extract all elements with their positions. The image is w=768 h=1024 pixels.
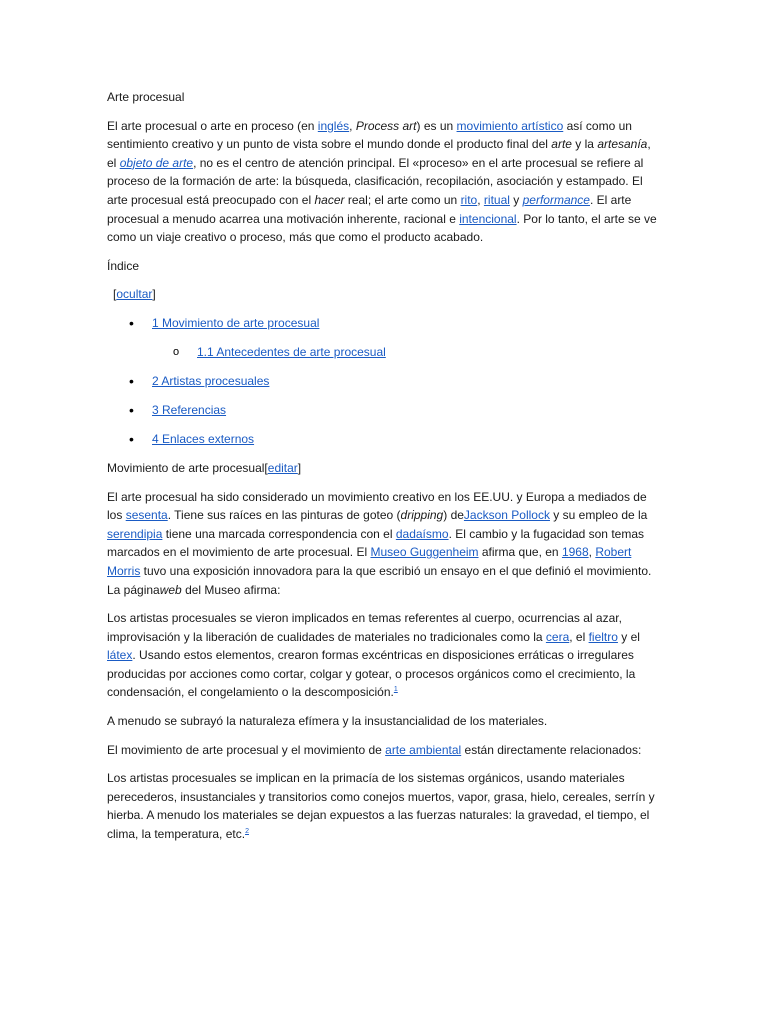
reference-link-1[interactable]: 1: [393, 686, 398, 694]
emphasis-arte: arte: [551, 137, 572, 152]
paragraph-efimera: A menudo se subrayó la naturaleza efímera y la insustancialidad de los materiales.: [107, 714, 548, 729]
link-robert-morris[interactable]: Robert Morris: [107, 545, 632, 578]
toc-link-artistas[interactable]: 2 Artistas procesuales: [152, 373, 270, 388]
section-heading: [107, 459, 663, 478]
quote-paragraph-2: [107, 769, 663, 843]
hide-toc-link[interactable]: ocultar: [116, 287, 153, 302]
text: . Tiene sus raíces en las pinturas de goteo (: [167, 508, 401, 523]
article-body: [107, 88, 663, 854]
edit-section-link[interactable]: editar: [267, 460, 298, 475]
text: tiene una marcada correspondencia con el: [162, 526, 396, 541]
link-fieltro[interactable]: fieltro: [588, 629, 618, 644]
text: El arte procesual ha sido considerado un movimiento creativo en los EE.UU. y Europa a mediados de los: [107, 489, 647, 523]
page-title: Arte procesual: [107, 90, 185, 104]
bracket: ]: [152, 287, 156, 302]
bracket: ]: [297, 460, 302, 475]
toc-link-enlaces[interactable]: 4 Enlaces externos: [152, 431, 255, 446]
text: y el: [617, 629, 640, 644]
link-latex[interactable]: látex: [107, 648, 133, 663]
toc-item: [107, 430, 663, 459]
toc-item: [107, 314, 663, 343]
text: , no es el centro de atención principal. El «proceso» en el arte procesual se refiere al proceso de la formación de arte: la búsqueda, clasificación, recopilación, asociación y estampado. El arte procesual está preocupado con el: [107, 155, 644, 207]
link-cera[interactable]: cera: [545, 629, 570, 644]
text: ,: [349, 118, 356, 133]
text: ,: [588, 545, 596, 560]
text: . El arte procesual a menudo acarrea una motivación inherente, racional e: [107, 192, 632, 226]
quote-paragraph: [107, 609, 663, 702]
bracket: [: [113, 287, 117, 302]
text: están directamente relacionados:: [461, 742, 642, 757]
text: ) de: [443, 508, 464, 523]
link-jackson-pollock[interactable]: Jackson Pollock: [463, 508, 550, 523]
text: real; el arte como un: [344, 192, 461, 207]
text: así como un sentimiento creativo y un punto de vista sobre el mundo donde el producto final del: [107, 118, 632, 152]
link-intencional[interactable]: intencional: [459, 211, 517, 226]
link-performance[interactable]: performance: [522, 192, 590, 207]
link-rito[interactable]: rito: [460, 192, 478, 207]
toc-item: [107, 372, 663, 401]
text: del Museo afirma:: [181, 582, 281, 597]
paragraph-movimiento: [107, 488, 663, 600]
text: ,: [477, 192, 484, 207]
intro-paragraph: [107, 117, 663, 247]
paragraph-arte-ambiental: [107, 741, 663, 760]
bracket: [: [264, 460, 268, 475]
link-ingles[interactable]: inglés: [317, 118, 350, 133]
link-arte-ambiental[interactable]: arte ambiental: [385, 742, 462, 757]
toc-link-movimiento[interactable]: 1 Movimiento de arte procesual: [152, 315, 320, 330]
emphasis-artesania: artesanía: [597, 137, 648, 152]
text: El movimiento de arte procesual y el movimiento de: [107, 742, 386, 757]
index-title: Índice: [107, 258, 140, 273]
link-1968[interactable]: 1968: [561, 545, 589, 560]
emphasis-hacer: hacer: [314, 192, 345, 207]
link-museo-guggenheim[interactable]: Museo Guggenheim: [370, 545, 479, 560]
text: y su empleo de la: [549, 508, 648, 523]
text: . Usando estos elementos, crearon formas excéntricas en disposiciones erráticas o irregulares producidas por acciones como cortar, colgar y gotear, o procesos orgánicos como el crecimiento, la condensación, el congelamiento o la descomposición.: [107, 648, 636, 700]
reference-link-2[interactable]: 2: [245, 828, 249, 836]
text: afirma que, en: [478, 545, 562, 560]
toc-toggle: [113, 285, 663, 304]
emphasis-web: web: [159, 582, 182, 597]
toc-link-antecedentes[interactable]: 1.1 Antecedentes de arte procesual: [197, 344, 386, 359]
emphasis-dripping: dripping: [400, 508, 444, 523]
link-serendipia[interactable]: serendipia: [107, 526, 163, 541]
text: El arte procesual o arte en proceso (en: [107, 118, 318, 133]
toc-item: [107, 401, 663, 430]
link-sesenta[interactable]: sesenta: [125, 508, 168, 523]
link-objeto-de-arte[interactable]: objeto de arte: [119, 155, 194, 170]
toc-link-referencias[interactable]: 3 Referencias: [152, 402, 227, 417]
text: y la: [571, 137, 598, 152]
link-ritual[interactable]: ritual: [483, 192, 510, 207]
text: , el: [569, 629, 589, 644]
text: Los artistas procesuales se implican en la primacía de los sistemas orgánicos, usando materiales perecederos, insustanciales y transitorios como conejos muertos, vapor, grasa, hielo, cereales, serrín y hierba. A menudo los materiales se dejan expuestos a las fuerzas naturales: la gravedad, el tiempo, el clima, la temperatura, etc.: [107, 771, 655, 842]
text: y: [509, 192, 523, 207]
text: Los artistas procesuales se vieron implicados en temas referentes al cuerpo, ocurrencias al azar, improvisación y la liberación de cualidades de materiales no tradicionales como la: [107, 611, 622, 644]
text: . El cambio y la fugacidad son temas marcados en el movimiento de arte procesual. El: [107, 526, 644, 560]
toc-subitem: [107, 343, 663, 372]
section-heading-text: Movimiento de arte procesual: [107, 460, 265, 475]
text: , el: [107, 137, 651, 170]
link-dadaismo[interactable]: dadaísmo: [395, 526, 449, 541]
link-movimiento-artistico[interactable]: movimiento artístico: [456, 118, 564, 133]
text: tuvo una exposición innovadora para la que escribió un ensayo en el que definió el movimiento. La página: [107, 563, 652, 597]
text: . Por lo tanto, el arte se ve como un viaje creativo o proceso, más que como el producto acabado.: [107, 211, 657, 245]
table-of-contents: [107, 314, 663, 459]
emphasis-process-art: Process art: [355, 118, 417, 133]
text: ) es un: [416, 118, 457, 133]
